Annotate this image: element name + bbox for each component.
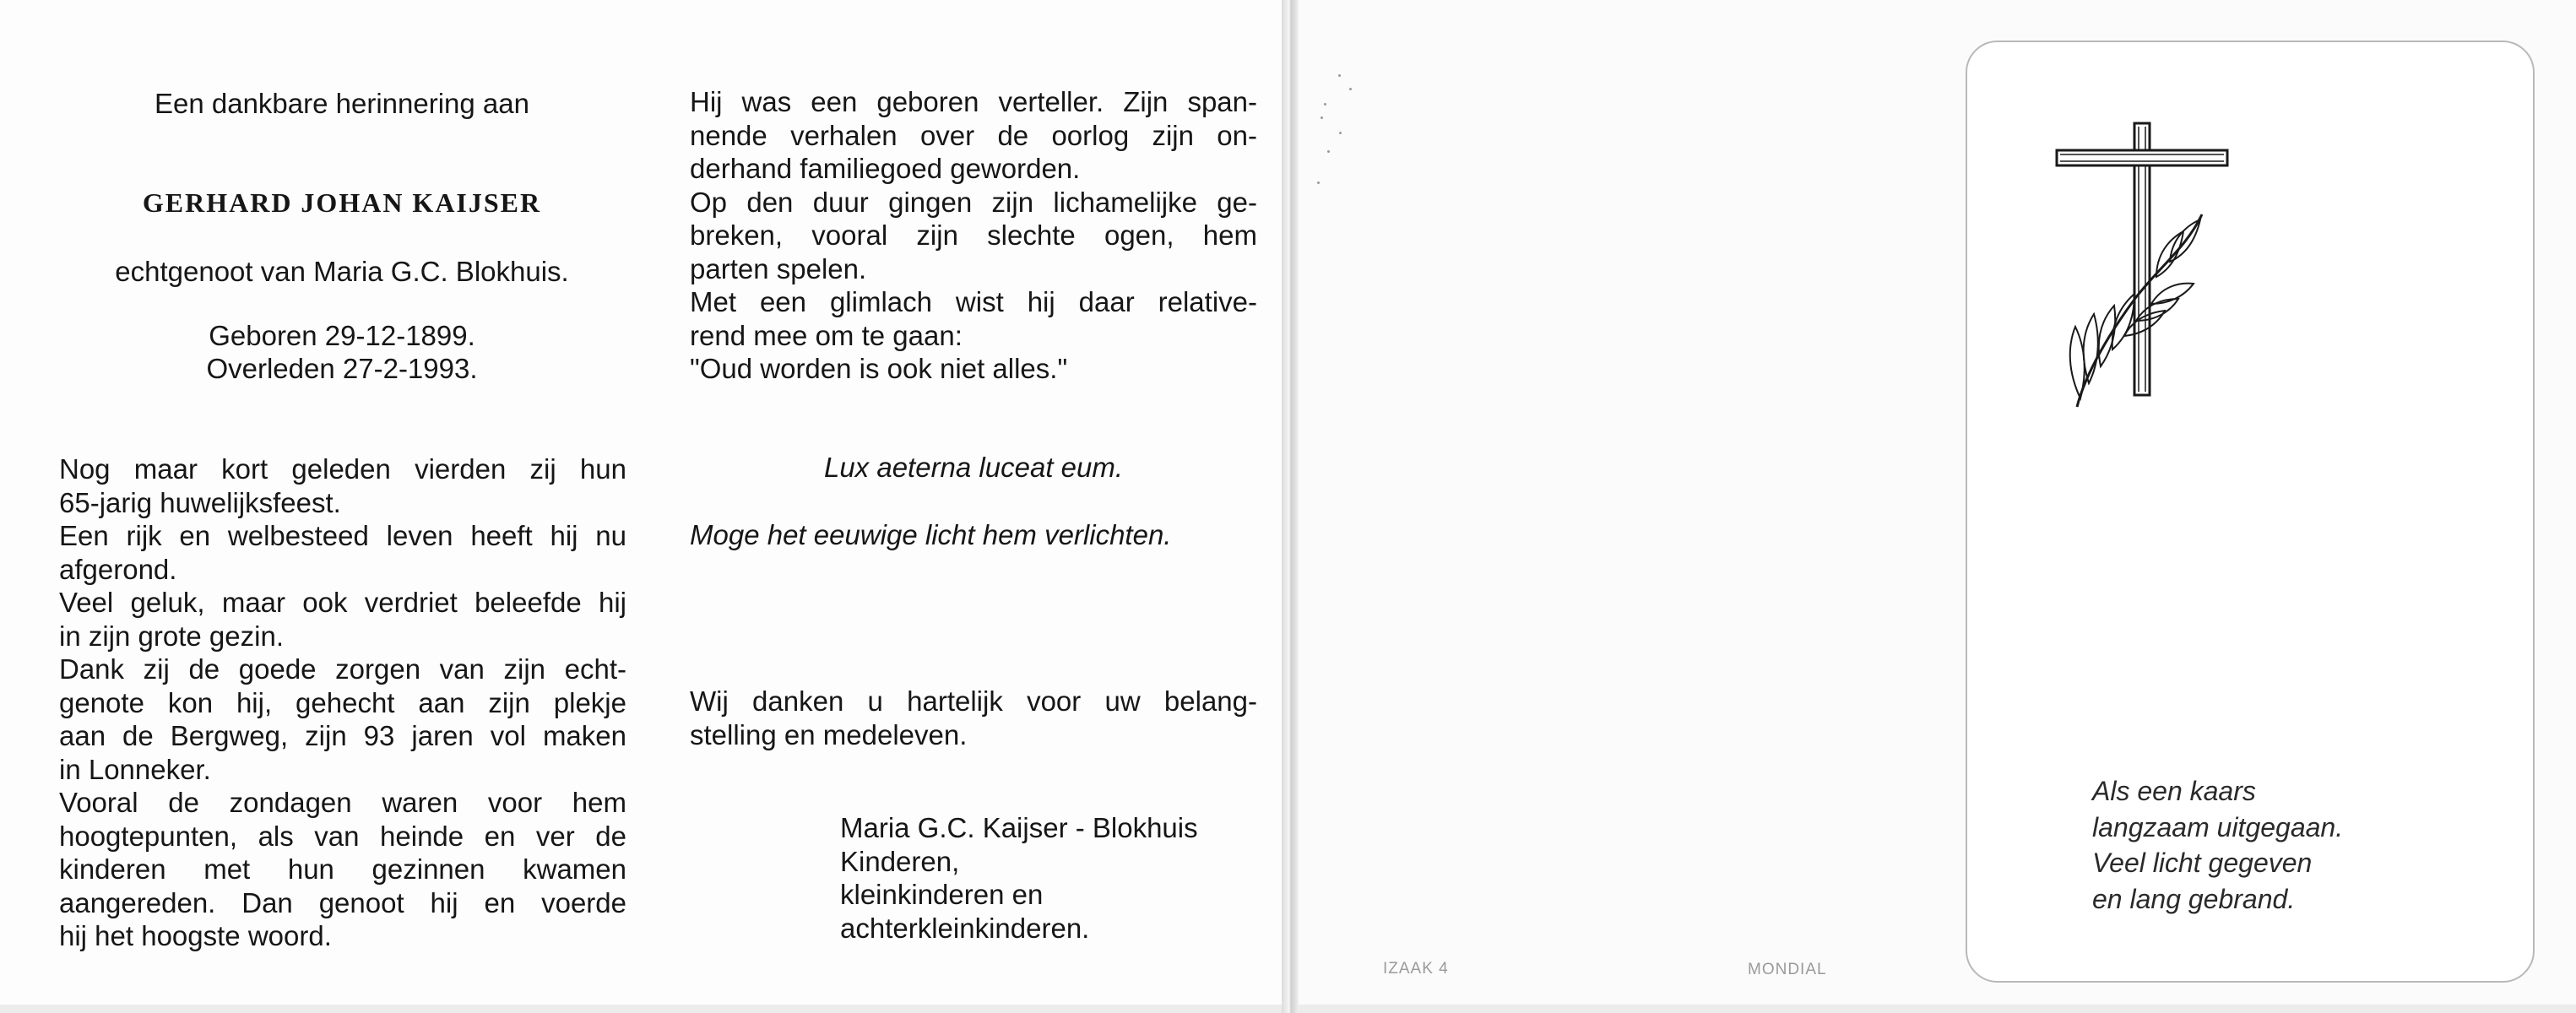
text-line: hoogtepunten, als van heinde en ver de [59, 820, 626, 852]
signature-line: Kinderen, [840, 845, 960, 877]
intro-text: Een dankbare herinnering aan [154, 88, 529, 119]
text-line: "Oud worden is ook niet alles." [690, 353, 1068, 384]
text-line: derhand familiegoed geworden. [690, 153, 1081, 184]
poem-line: Als een kaars [2092, 776, 2256, 806]
text-line: stelling en medeleven. [690, 718, 968, 750]
text-line: Op den duur gingen zijn lichamelijke ge- [690, 186, 1257, 218]
poem-line: Veel licht gegeven [2092, 848, 2313, 878]
text-line: Met een glimlach wist hij daar relative- [690, 286, 1257, 317]
text-line: Een rijk en welbesteed leven heeft hij nu [59, 520, 626, 551]
imprint-mondial: MONDIAL [1748, 961, 1827, 978]
text-line: breken, vooral zijn slechte ogen, hem [690, 219, 1257, 251]
poem-line: langzaam uitgegaan. [2092, 811, 2344, 842]
biography-paragraph [59, 452, 626, 953]
cross-with-wheat-icon [2052, 120, 2237, 424]
deceased-name: GERHARD JOHAN KAIJSER [142, 187, 542, 218]
text-line: afgerond. [59, 553, 177, 585]
latin-prayer: Lux aeterna luceat eum. [823, 452, 1124, 483]
signature-line: Maria G.C. Kaijser - Blokhuis [840, 812, 1198, 843]
text-line: kinderen met hun gezinnen kwamen [59, 853, 626, 885]
poem-line: en lang gebrand. [2092, 883, 2296, 914]
text-line: in Lonneker. [59, 753, 211, 785]
memorial-card [1966, 41, 2535, 983]
text-line: genote kon hij, gehecht aan zijn plekje [59, 686, 626, 718]
text-line: Veel geluk, maar ook verdriet beleefde hij [59, 587, 626, 618]
text-line: aan de Bergweg, zijn 93 jaren vol maken [59, 720, 626, 751]
signature-line: achterkleinkinderen. [840, 912, 1090, 944]
dutch-prayer: Moge het eeuwige licht hem verlichten. [690, 519, 1172, 550]
birth-date: Geboren 29-12-1899. [209, 320, 475, 351]
text-line: Hij was een geboren verteller. Zijn span- [690, 86, 1257, 117]
imprint-izaak: IZAAK 4 [1383, 960, 1449, 978]
text-line: Wij danken u hartelijk voor uw belang- [690, 685, 1257, 717]
text-line: parten spelen. [690, 252, 867, 284]
signature-line: kleinkinderen en [840, 879, 1044, 910]
text-line: hij het hoogste woord. [59, 920, 332, 951]
text-line: Vooral de zondagen waren voor hem [59, 787, 626, 818]
thanks-paragraph [690, 685, 1257, 751]
text-line: aangereden. Dan genoot hij en voerde [59, 886, 626, 918]
text-line: Dank zij de goede zorgen van zijn echt- [59, 653, 626, 685]
left-page [0, 0, 1282, 1005]
poem [2092, 773, 2343, 917]
text-line: in zijn grote gezin. [59, 620, 284, 652]
text-line: 65-jarig huwelijksfeest. [59, 486, 341, 518]
text-line: Nog maar kort geleden vierden zij hun [59, 453, 626, 485]
page-fold [1282, 0, 1299, 1013]
death-date: Overleden 27-2-1993. [206, 353, 478, 384]
text-line: rend mee om te gaan: [690, 319, 963, 351]
spouse-line: echtgenoot van Maria G.C. Blokhuis. [115, 256, 569, 287]
signature-block [840, 811, 1279, 945]
storyteller-paragraph [690, 85, 1257, 386]
text-line: nende verhalen over de oorlog zijn on- [690, 119, 1257, 151]
